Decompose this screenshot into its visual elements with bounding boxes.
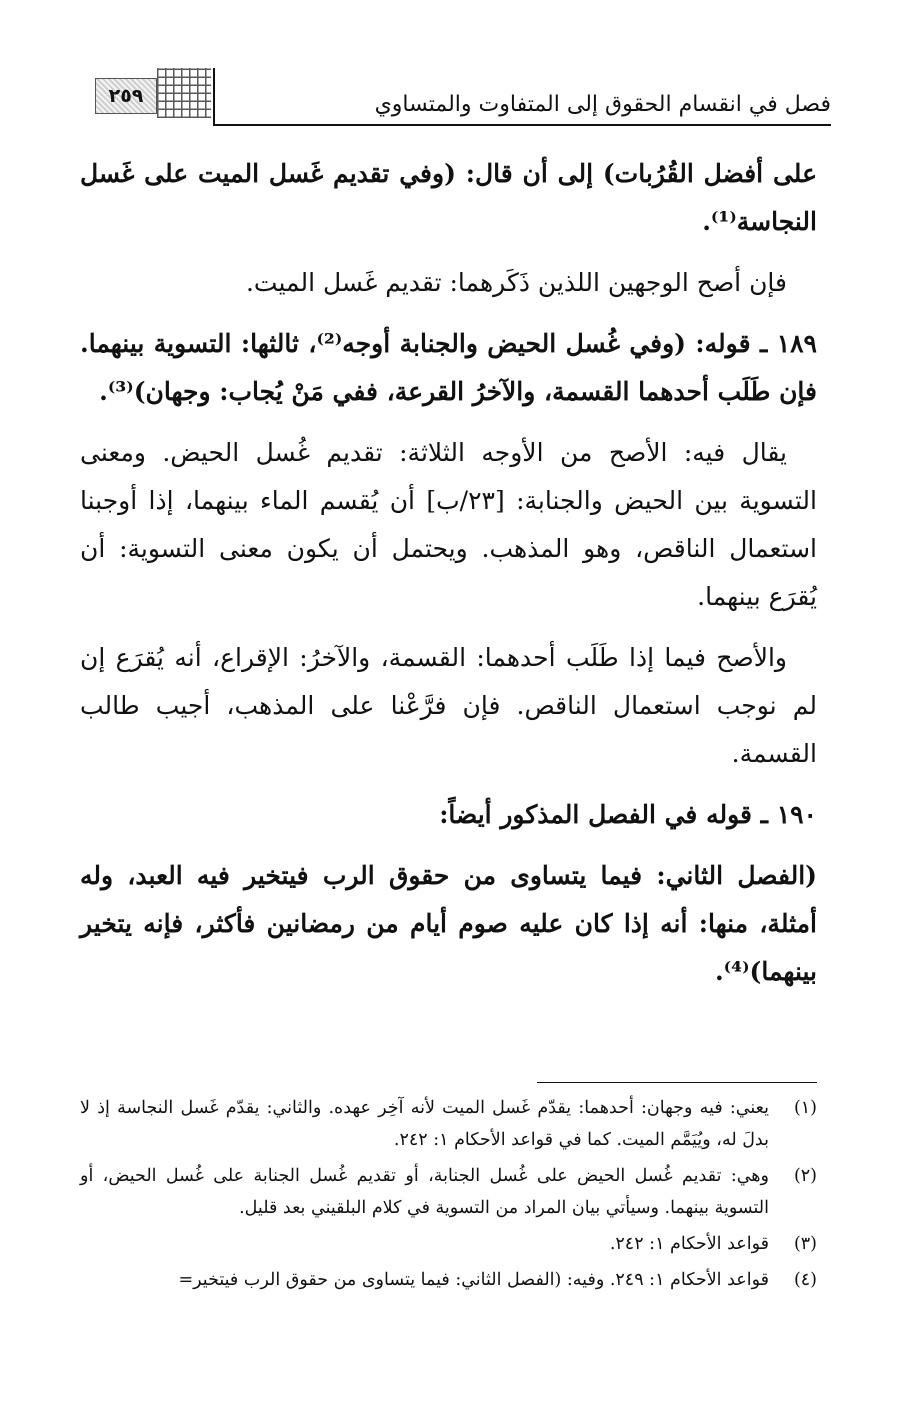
paragraph: يقال فيه: الأصح من الأوجه الثلاثة: تقديم غُسل الحيض. ومعنى التسوية بين الحيض والجنابة: [٢٣/ب] أن يُقسم الماء بينهما، إذا أوجبنا استعمال الناقص، وهو المذهب. ويحتمل أن يكون معنى التسوية: أن يُقرَع بينهما. <box>80 438 817 611</box>
header-divider <box>213 68 215 126</box>
section-heading: ١٩٠ ـ قوله في الفصل المذكور أيضاً: <box>439 800 817 829</box>
footnote-number: (١) <box>793 1098 817 1118</box>
main-text <box>80 150 817 1009</box>
footnote-number: (٢) <box>793 1166 817 1186</box>
ornament-icon <box>157 68 211 118</box>
page-number-box <box>95 78 157 114</box>
paragraph: فإن أصح الوجهين اللذين ذَكَرهما: تقديم غَسل الميت. <box>245 268 787 297</box>
paragraph: على أفضل القُرُبات) إلى أن قال: (وفي تقديم غَسل الميت على غَسل النجاسة⁽¹⁾. <box>80 159 817 236</box>
page-number: ٢٥٩ <box>108 85 144 107</box>
footnote <box>80 1264 817 1296</box>
page-header <box>95 68 831 128</box>
footnote-number: (٣) <box>793 1234 817 1254</box>
footnote-text: قواعد الأحكام ١: ٢٤٢. <box>609 1234 769 1254</box>
paragraph: والأصح فيما إذا طَلَب أحدهما: القسمة، والآخرُ: الإقراع، أنه يُقرَع إن لم نوجب استعمال الناقص. فإن فرَّعْنا على المذهب، أجيب طالب القسمة. <box>80 643 817 768</box>
footnote <box>80 1228 817 1260</box>
header-rule <box>213 124 831 126</box>
footnote-text: يعني: فيه وجهان: أحدهما: يقدّم غَسل الميت لأنه آخِر عهده. والثاني: يقدّم غَسل النجاسة إذ لا بدلَ له، ويُيَمَّم الميت. كما في قواعد الأحكام ١: ٢٤٢. <box>80 1098 769 1150</box>
running-title: فصل في انقسام الحقوق إلى المتفاوت والمتساوي <box>374 92 831 117</box>
footnote-text: وهي: تقديم غُسل الحيض على غُسل الجنابة، أو تقديم غُسل الجنابة على غُسل الحيض، أو التسوية بينهما. وسيأتي بيان المراد من التسوية في كلام البلقيني بعد قليل. <box>80 1166 769 1218</box>
paragraph: ١٨٩ ـ قوله: (وفي غُسل الحيض والجنابة أوجه⁽²⁾، ثالثها: التسوية بينهما. فإن طَلَب أحدهما القسمة، والآخرُ القرعة، ففي مَنْ يُجاب: وجهان)⁽³⁾. <box>80 329 817 406</box>
footnote-separator <box>537 1082 817 1083</box>
footnotes <box>80 1092 817 1300</box>
footnote-text: قواعد الأحكام ١: ٢٤٩. وفيه: (الفصل الثاني: فيما يتساوى من حقوق الرب فيتخير= <box>178 1270 769 1290</box>
footnote <box>80 1092 817 1156</box>
footnote <box>80 1160 817 1224</box>
footnote-number: (٤) <box>793 1270 817 1290</box>
paragraph: (الفصل الثاني: فيما يتساوى من حقوق الرب فيتخير فيه العبد، وله أمثلة، منها: أنه إذا كان عليه صوم أيام من رمضانين فأكثر، فإنه يتخير بينهما)⁽⁴⁾. <box>80 861 817 986</box>
